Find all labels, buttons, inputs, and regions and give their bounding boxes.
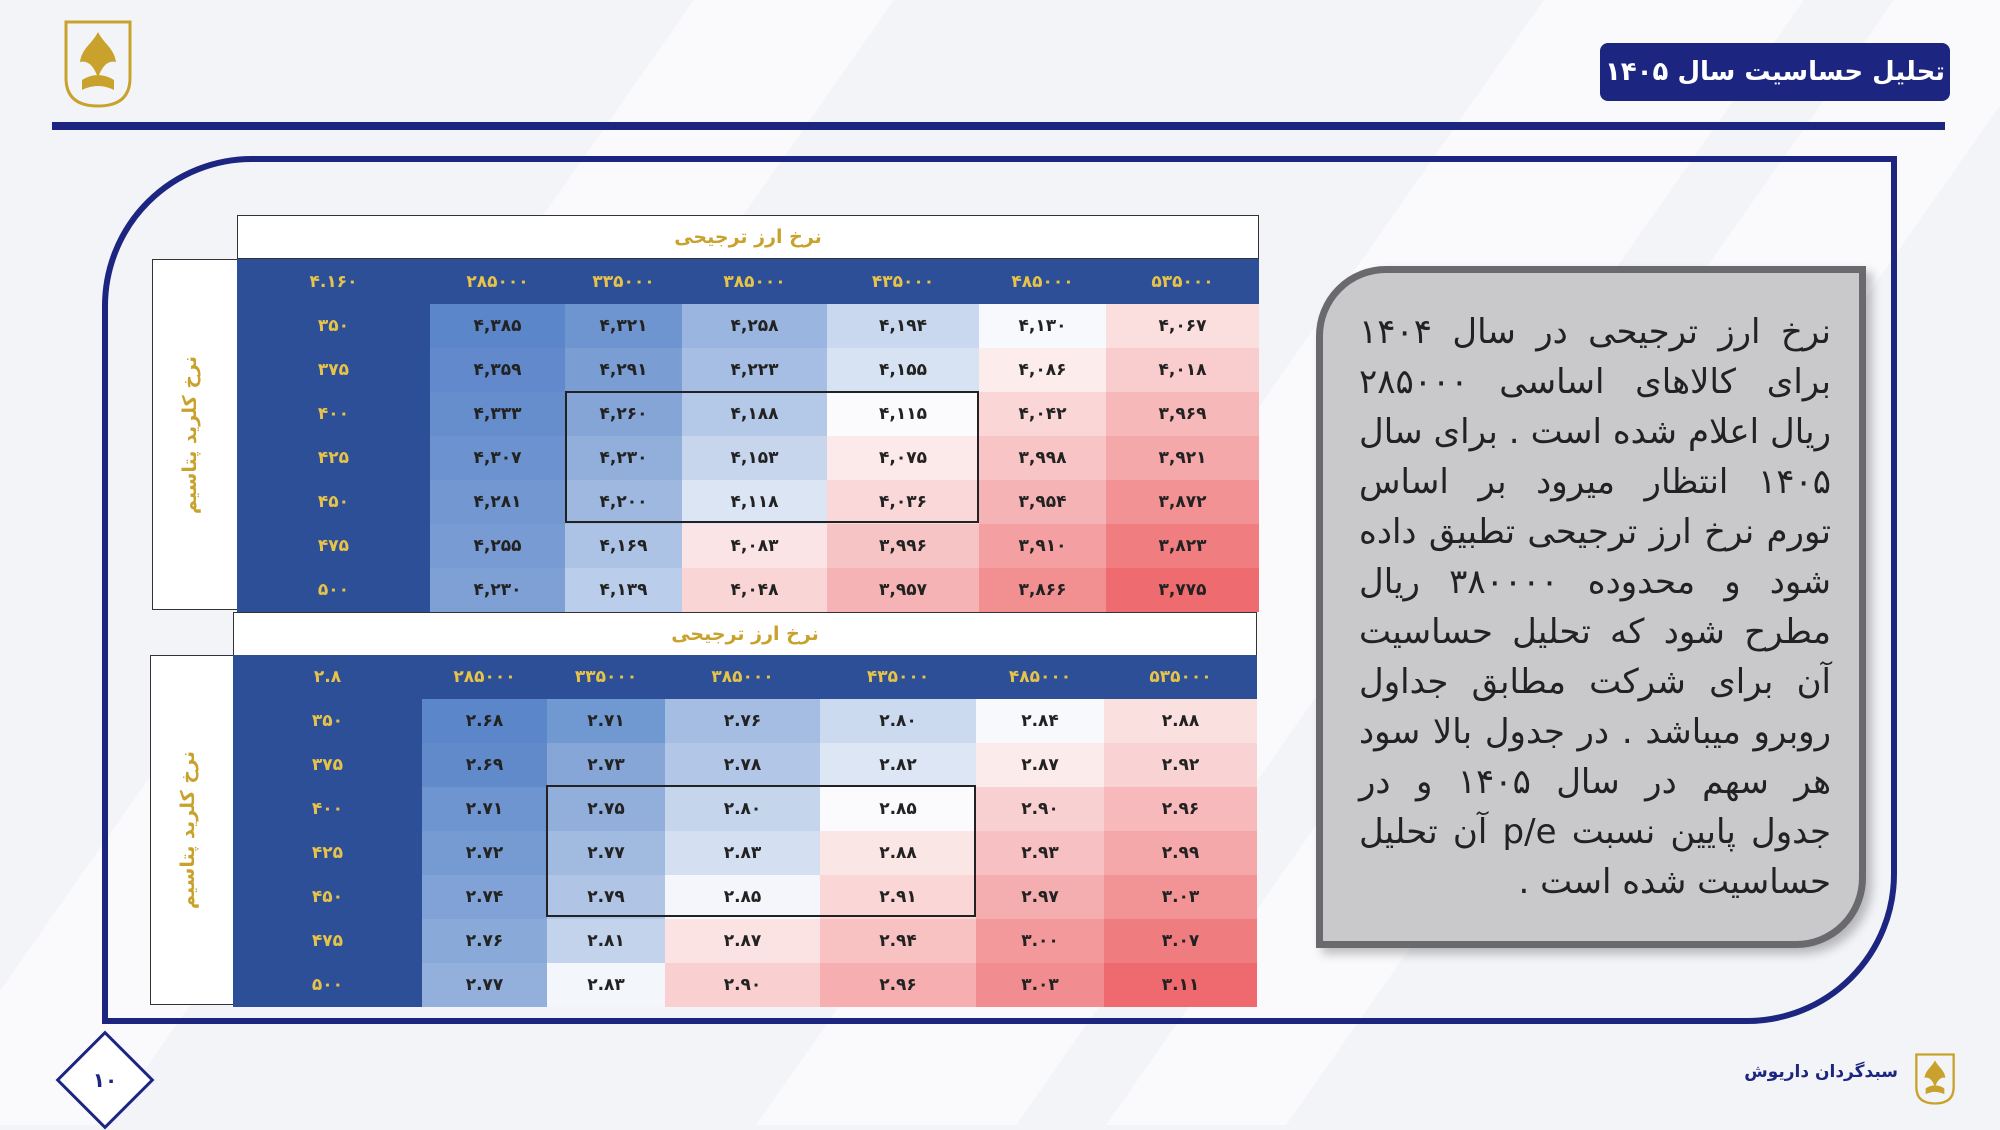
- table-cell: ۳.۰۷: [1104, 919, 1257, 963]
- company-logo-icon: [62, 18, 134, 110]
- table1-column-header: ۲۸۵۰۰۰: [430, 259, 565, 304]
- table-cell: ۳,۸۷۲: [1106, 480, 1259, 524]
- table-cell: ۲.۸۳: [547, 963, 665, 1007]
- table1-column-header: ۴۸۵۰۰۰: [979, 259, 1106, 304]
- description-text: نرخ ارز ترجیحی در سال ۱۴۰۴ برای کالاهای اساسی ۲۸۵۰۰۰ ریال اعلام شده است . برای سال ۱۴۰۵ انتظار میرود بر اساس تورم نرخ ارز ترجیحی تطبیق داده شود و محدوده ۳۸۰۰۰۰ ریال مطرح شود که تحلیل حساسیت آن برای شرکت مطابق جداول روبرو میباشد . در جدول بالا سود هر سهم در سال ۱۴۰۵ و در جدول پایین نسبت p/e آن تحلیل حساسیت شده است .: [1359, 312, 1832, 902]
- row-header: ۴۰۰: [233, 787, 422, 831]
- table-cell: ۳.۱۱: [1104, 963, 1257, 1007]
- table-cell: ۲.۷۱: [422, 787, 547, 831]
- page-number: ۱۰: [92, 1068, 118, 1092]
- table-cell: ۳,۹۶۹: [1106, 392, 1259, 436]
- table-cell: ۴,۳۰۷: [430, 436, 565, 480]
- table-cell: ۴,۲۲۳: [682, 348, 827, 392]
- table-cell: ۲.۹۲: [1104, 743, 1257, 787]
- table-cell: ۴,۰۳۶: [827, 480, 979, 524]
- table-row: [237, 480, 1259, 524]
- table-cell: ۴,۱۱۸: [682, 480, 827, 524]
- table-cell: ۴,۱۵۵: [827, 348, 979, 392]
- table-cell: ۳,۹۲۱: [1106, 436, 1259, 480]
- table-cell: ۲.۸۸: [820, 831, 976, 875]
- table1-column-header: ۳۳۵۰۰۰: [565, 259, 682, 304]
- table-cell: ۳,۹۹۶: [827, 524, 979, 568]
- row-header: ۴۰۰: [237, 392, 430, 436]
- table-cell: ۴,۰۷۵: [827, 436, 979, 480]
- table-cell: ۴,۱۸۸: [682, 392, 827, 436]
- table-cell: ۲.۹۶: [820, 963, 976, 1007]
- table-cell: ۳.۰۳: [976, 963, 1104, 1007]
- table-row: [233, 699, 1257, 743]
- table-cell: ۴,۰۱۸: [1106, 348, 1259, 392]
- table-cell: ۴,۰۴۸: [682, 568, 827, 612]
- table-cell: ۲.۸۷: [665, 919, 820, 963]
- table2-column-header: ۵۳۵۰۰۰: [1104, 655, 1257, 699]
- table-cell: ۲.۶۹: [422, 743, 547, 787]
- table2-column-header: ۴۸۵۰۰۰: [976, 655, 1104, 699]
- table-row: [237, 436, 1259, 480]
- table-cell: ۲.۷۵: [547, 787, 665, 831]
- table2-column-group-label: نرخ ارز ترجیحی: [233, 612, 1257, 656]
- table-cell: ۴,۲۰۰: [565, 480, 682, 524]
- table-row: [237, 348, 1259, 392]
- table-cell: ۲.۸۴: [976, 699, 1104, 743]
- table-row: [237, 524, 1259, 568]
- pe-sensitivity-table: [233, 655, 1257, 1007]
- table-cell: ۲.۸۵: [820, 787, 976, 831]
- table-cell: ۲.۷۷: [422, 963, 547, 1007]
- table2-row-group-label: نرخ کلرید پتاسیم: [177, 751, 199, 909]
- table-cell: ۳,۹۱۰: [979, 524, 1106, 568]
- page-title: تحلیل حساسیت سال ۱۴۰۵: [1600, 43, 1950, 101]
- row-header: ۴۷۵: [233, 919, 422, 963]
- table-cell: ۲.۹۰: [665, 963, 820, 1007]
- row-header: ۵۰۰: [233, 963, 422, 1007]
- table-row: [237, 568, 1259, 612]
- table-cell: ۳,۹۵۷: [827, 568, 979, 612]
- row-header: ۳۷۵: [237, 348, 430, 392]
- table-cell: ۲.۹۶: [1104, 787, 1257, 831]
- table-cell: ۲.۷۶: [665, 699, 820, 743]
- table-cell: ۴,۳۵۹: [430, 348, 565, 392]
- table-cell: ۴,۱۵۳: [682, 436, 827, 480]
- table-cell: ۲.۸۰: [820, 699, 976, 743]
- table-cell: ۲.۹۴: [820, 919, 976, 963]
- table-cell: ۴,۱۹۴: [827, 304, 979, 348]
- table-cell: ۲.۹۳: [976, 831, 1104, 875]
- table2-column-header: ۳۳۵۰۰۰: [547, 655, 665, 699]
- table1-column-header: ۴۳۵۰۰۰: [827, 259, 979, 304]
- table-cell: ۴,۰۴۲: [979, 392, 1106, 436]
- table-cell: ۴,۲۳۰: [565, 436, 682, 480]
- table-row: [233, 963, 1257, 1007]
- table-cell: ۲.۸۵: [665, 875, 820, 919]
- table-cell: ۴,۲۸۱: [430, 480, 565, 524]
- table-cell: ۲.۹۱: [820, 875, 976, 919]
- table-cell: ۲.۸۰: [665, 787, 820, 831]
- table-row: [237, 392, 1259, 436]
- table-cell: ۴,۳۸۵: [430, 304, 565, 348]
- row-header: ۴۵۰: [233, 875, 422, 919]
- table-cell: ۲.۸۱: [547, 919, 665, 963]
- table2-column-header: ۳۸۵۰۰۰: [665, 655, 820, 699]
- table-cell: ۴,۳۳۳: [430, 392, 565, 436]
- table-cell: ۲.۸۲: [820, 743, 976, 787]
- row-header: ۴۷۵: [237, 524, 430, 568]
- table-row: [233, 787, 1257, 831]
- table-row: [233, 743, 1257, 787]
- row-header: ۴۵۰: [237, 480, 430, 524]
- table-cell: ۲.۶۸: [422, 699, 547, 743]
- table-cell: ۴,۰۶۷: [1106, 304, 1259, 348]
- table-cell: ۲.۹۹: [1104, 831, 1257, 875]
- table-cell: ۴,۰۸۶: [979, 348, 1106, 392]
- table-cell: ۳,۷۷۵: [1106, 568, 1259, 612]
- table-cell: ۳.۰۰: [976, 919, 1104, 963]
- description-panel: [1316, 266, 1866, 948]
- table-cell: ۲.۸۸: [1104, 699, 1257, 743]
- table-cell: ۳,۸۲۳: [1106, 524, 1259, 568]
- company-logo-icon: [1914, 1050, 1956, 1108]
- header-divider: [52, 122, 1945, 130]
- table-cell: ۲.۷۳: [547, 743, 665, 787]
- table2-column-header: ۲۸۵۰۰۰: [422, 655, 547, 699]
- table-cell: ۴,۲۹۱: [565, 348, 682, 392]
- table1-column-header: ۳۸۵۰۰۰: [682, 259, 827, 304]
- table-cell: ۴,۲۵۸: [682, 304, 827, 348]
- table1-row-group-label: نرخ کلرید پتاسیم: [179, 356, 201, 514]
- table-cell: ۲.۷۷: [547, 831, 665, 875]
- footer-brand-name: سبدگردان داریوش: [1744, 1062, 1898, 1082]
- table-row: [237, 304, 1259, 348]
- table-cell: ۴,۲۵۵: [430, 524, 565, 568]
- table-cell: ۲.۷۸: [665, 743, 820, 787]
- table-cell: ۳.۰۳: [1104, 875, 1257, 919]
- row-header: ۴۲۵: [233, 831, 422, 875]
- table-cell: ۴,۰۸۳: [682, 524, 827, 568]
- table-cell: ۴,۱۳۹: [565, 568, 682, 612]
- table-cell: ۴,۲۶۰: [565, 392, 682, 436]
- table-cell: ۲.۹۰: [976, 787, 1104, 831]
- table-cell: ۲.۷۴: [422, 875, 547, 919]
- table-cell: ۲.۸۷: [976, 743, 1104, 787]
- table1-column-header: ۵۳۵۰۰۰: [1106, 259, 1259, 304]
- table2-column-header: ۴۳۵۰۰۰: [820, 655, 976, 699]
- table-cell: ۳,۹۹۸: [979, 436, 1106, 480]
- table-cell: ۴,۲۳۰: [430, 568, 565, 612]
- table-cell: ۲.۷۹: [547, 875, 665, 919]
- table-row: [233, 875, 1257, 919]
- table-cell: ۲.۹۷: [976, 875, 1104, 919]
- table-row: [233, 919, 1257, 963]
- table-cell: ۴,۱۳۰: [979, 304, 1106, 348]
- row-header: ۳۵۰: [233, 699, 422, 743]
- table2-corner-value: ۲.۸: [233, 655, 422, 699]
- table-cell: ۳,۹۵۴: [979, 480, 1106, 524]
- table-cell: ۴,۳۲۱: [565, 304, 682, 348]
- eps-sensitivity-table: [237, 259, 1259, 612]
- table-cell: ۲.۸۳: [665, 831, 820, 875]
- table1-column-group-label: نرخ ارز ترجیحی: [237, 215, 1259, 259]
- row-header: ۳۵۰: [237, 304, 430, 348]
- table-cell: ۴,۱۶۹: [565, 524, 682, 568]
- table-cell: ۳,۸۶۶: [979, 568, 1106, 612]
- table-cell: ۲.۷۲: [422, 831, 547, 875]
- table-row: [233, 831, 1257, 875]
- row-header: ۳۷۵: [233, 743, 422, 787]
- row-header: ۴۲۵: [237, 436, 430, 480]
- table-cell: ۴,۱۱۵: [827, 392, 979, 436]
- table1-corner-value: ۴.۱۶۰: [237, 259, 430, 304]
- table-cell: ۲.۷۱: [547, 699, 665, 743]
- row-header: ۵۰۰: [237, 568, 430, 612]
- table-cell: ۲.۷۶: [422, 919, 547, 963]
